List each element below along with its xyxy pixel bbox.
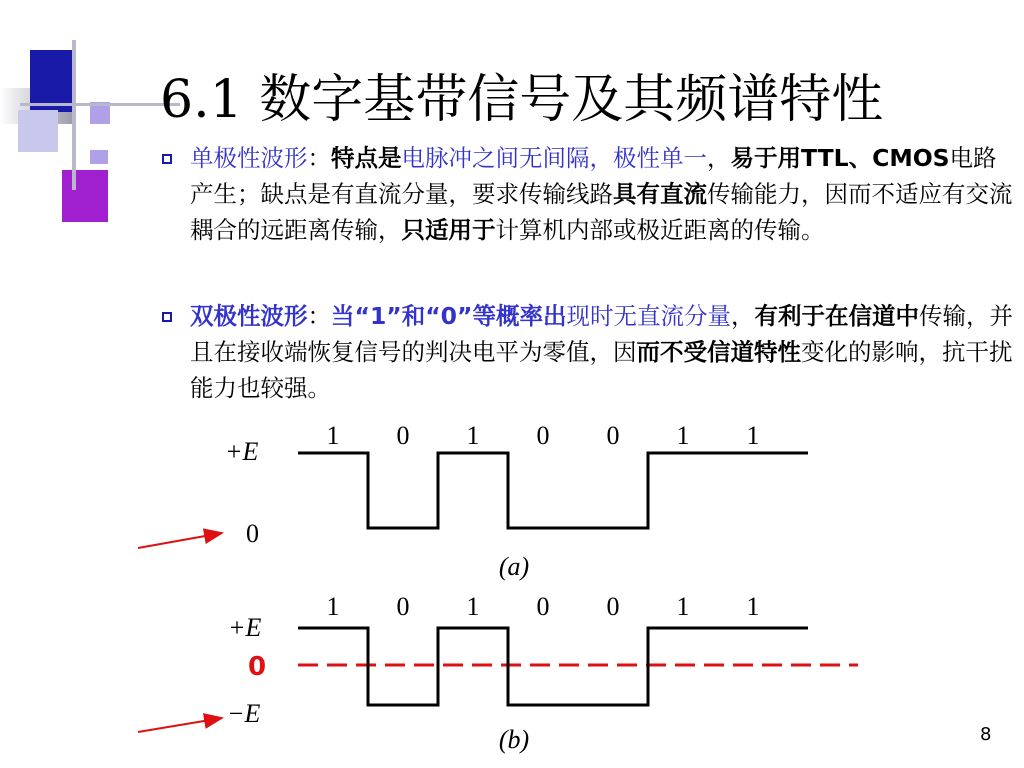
bullet-bipolar xyxy=(190,298,1016,406)
bullet-seg: 易于用TTL、CMOS xyxy=(730,144,950,172)
bit-label: 0 xyxy=(606,592,620,621)
bullet-seg: 有利于在信道中 xyxy=(754,302,919,330)
decorative-lavender-small-square xyxy=(90,150,108,164)
waveform-diagram xyxy=(130,418,870,758)
bit-label: 0 xyxy=(606,421,620,450)
bullet-marker-icon xyxy=(162,154,172,164)
bullet-unipolar xyxy=(190,140,1016,248)
unipolar-arrow-icon xyxy=(138,533,222,548)
bullet-seg: 当“1”和“0”等概率出 xyxy=(331,302,567,330)
bit-label: 1 xyxy=(466,421,480,450)
bipolar-level-low-label: −E xyxy=(227,699,261,728)
bullet-seg: 电脉冲之间无间隔，极性单一 xyxy=(401,144,707,172)
bullet-seg: 现时无直流分量 xyxy=(566,302,731,330)
bipolar-level-high-label: +E xyxy=(228,613,262,642)
bullet-seg: ： xyxy=(307,144,331,172)
decorative-vertical-line xyxy=(72,40,76,190)
unipolar-caption: (a) xyxy=(498,552,530,581)
bit-label: 0 xyxy=(396,421,410,450)
unipolar-waveform xyxy=(138,421,808,581)
bipolar-waveform xyxy=(138,592,858,754)
bullet-seg: 计算机内部或极近距离的传输。 xyxy=(495,216,825,244)
bullet-seg: 特点是 xyxy=(331,144,402,172)
bullet-seg: 单极性波形 xyxy=(190,144,308,172)
bit-label: 0 xyxy=(396,592,410,621)
bullet-marker-icon xyxy=(162,312,172,322)
unipolar-level-low-label: 0 xyxy=(246,519,259,548)
bullet-seg: 只适用于 xyxy=(401,216,496,244)
decorative-horizontal-line xyxy=(20,103,180,106)
decorative-lavender-block xyxy=(18,110,58,152)
bullet-seg: 变化的影响，抗干扰能力也较强。 xyxy=(190,338,1013,402)
bullet-seg: 而不受信道特性 xyxy=(636,338,801,366)
page-number: 8 xyxy=(980,724,992,745)
bullet-seg: 传输能力，因而不适应有交流耦合的远距离传输， xyxy=(190,180,1013,244)
bullet-seg: 双极性波形 xyxy=(190,302,308,330)
bit-label: 1 xyxy=(746,592,760,621)
bipolar-arrow-icon xyxy=(138,718,222,732)
bit-label: 1 xyxy=(676,421,690,450)
unipolar-wave-line xyxy=(298,453,808,528)
bullet-seg: ， xyxy=(707,144,731,172)
bipolar-caption: (b) xyxy=(498,725,530,754)
bit-label: 0 xyxy=(536,592,550,621)
bullet-seg: 电路产生；缺点是有直流分量，要求传输线路 xyxy=(190,144,997,208)
bit-label: 1 xyxy=(746,421,760,450)
bipolar-zero-label: 0 xyxy=(248,652,267,682)
bullet-seg: 具有直流 xyxy=(613,180,707,208)
bit-label: 0 xyxy=(536,421,550,450)
bullet-seg: 传输，并且在接收端恢复信号的判决电平为零值，因 xyxy=(190,302,1013,366)
bit-label: 1 xyxy=(466,592,480,621)
bullet-seg: ， xyxy=(730,302,755,330)
bit-label: 1 xyxy=(676,592,690,621)
bit-label: 1 xyxy=(326,592,340,621)
decorative-purple-block xyxy=(62,170,108,222)
slide-title: 6.1 数字基带信号及其频谱特性 xyxy=(160,70,884,130)
bullet-seg: ： xyxy=(307,302,331,330)
bit-label: 1 xyxy=(326,421,340,450)
unipolar-level-high-label: +E xyxy=(225,437,259,466)
